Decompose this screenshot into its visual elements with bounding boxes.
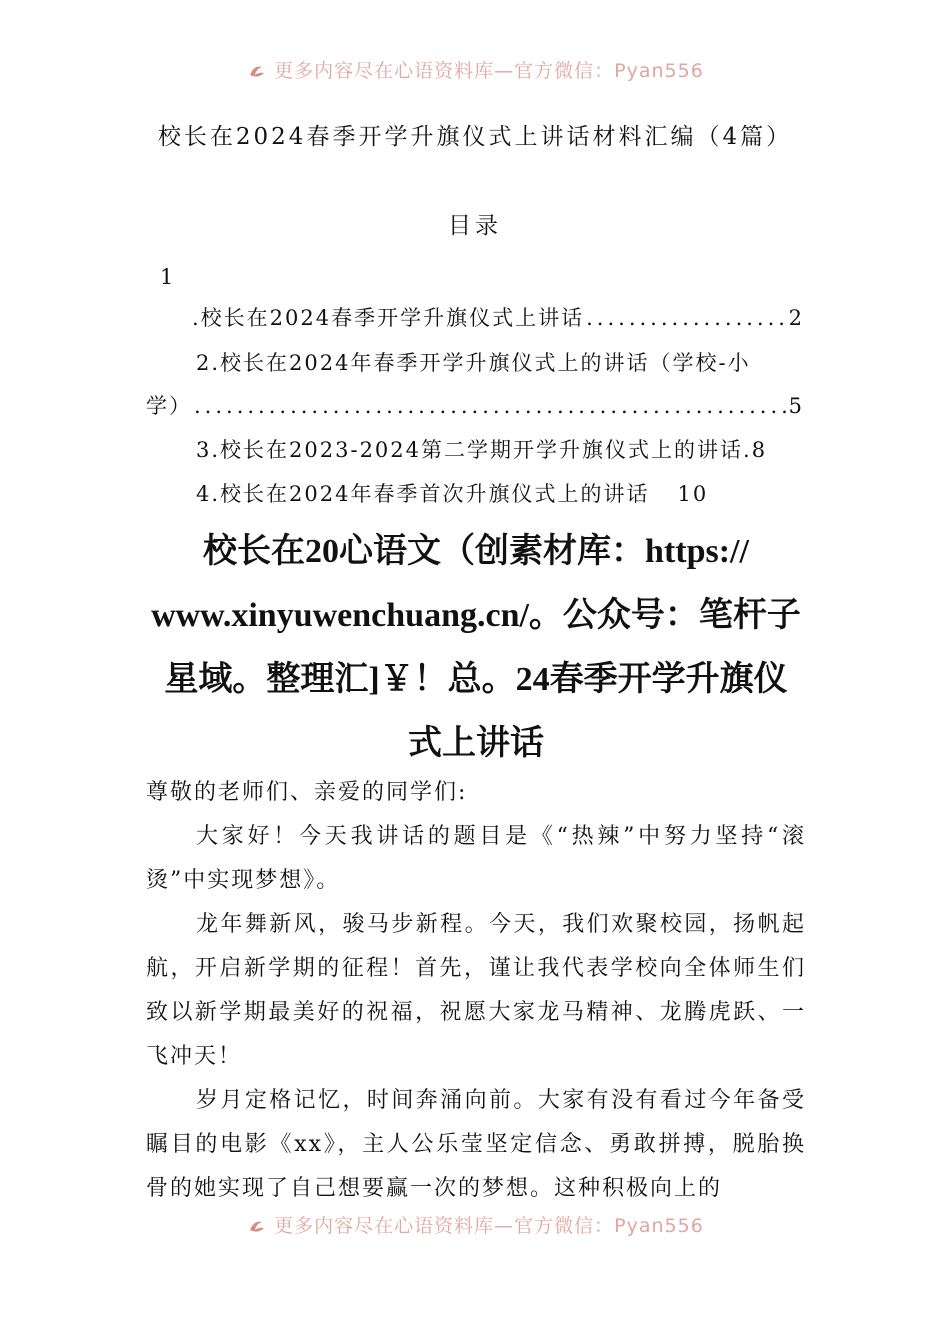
logo-icon (246, 61, 268, 83)
toc-entry-page: 5 (788, 394, 804, 418)
toc-entry-3[interactable] (196, 434, 804, 464)
toc-entry-number: 1 (160, 265, 174, 289)
toc-entry-label: 学） (146, 394, 192, 418)
toc-entry-label: 4.校长在2024年春季首次升旗仪式上的讲话 (196, 482, 650, 506)
section-heading-line: 星域。整理汇]￥！总。24春季开学升旗仪 (164, 661, 788, 698)
toc-entry-label: 3.校长在2023-2024第二学期开学升旗仪式上的讲话 (196, 438, 744, 462)
toc-entry-2[interactable] (196, 347, 804, 377)
speech-body (146, 771, 806, 1211)
toc-entry-4[interactable] (196, 478, 804, 508)
greeting: 尊敬的老师们、亲爱的同学们: (146, 780, 468, 805)
toc-entry-1[interactable] (192, 302, 804, 332)
section-heading (146, 520, 806, 776)
toc-entry-page: .8 (743, 438, 768, 462)
watermark-text: 更多内容尽在心语资料库—官方微信：Pyan556 (274, 1215, 704, 1237)
section-heading-line: 式上讲话 (408, 725, 544, 762)
paragraph: 岁月定格记忆，时间奔涌向前。大家有没有看过今年备受瞩目的电影《xx》，主人公乐莹坚定信念、勇敢拼搏，脱胎换骨的她实现了自己想要赢一次的梦想。这种积极向上的 (146, 1088, 806, 1201)
toc-entry-page: 10 (677, 482, 709, 506)
watermark-text: 更多内容尽在心语资料库—官方微信：Pyan556 (274, 60, 704, 82)
logo-icon (246, 1216, 268, 1238)
watermark-header (0, 56, 950, 83)
document-title: 校长在2024春季开学升旗仪式上讲话材料汇编（4篇） (157, 124, 793, 150)
toc-leader-dots (586, 306, 787, 330)
toc-entry-label: 2.校长在2024年春季开学升旗仪式上的讲话（学校-小 (196, 351, 751, 375)
toc-leader-dots (194, 394, 787, 418)
paragraph: 大家好！今天我讲话的题目是《“热辣”中努力坚持“滚烫”中实现梦想》。 (146, 824, 806, 893)
watermark-footer (0, 1211, 950, 1238)
toc-entry-label: .校长在2024春季开学升旗仪式上讲话 (192, 306, 585, 330)
section-heading-line: www.xinyuwenchuang.cn/。公众号：笔杆子 (151, 597, 801, 634)
toc-heading: 目录 (448, 213, 502, 239)
toc-entry-page: 2 (788, 306, 804, 330)
toc-entry-2-continued[interactable] (146, 390, 804, 420)
section-heading-line: 校长在20心语文（创素材库：https:// (203, 533, 749, 570)
paragraph: 龙年舞新风，骏马步新程。今天，我们欢聚校园，扬帆起航，开启新学期的征程！首先，谨让我代表学校向全体师生们致以新学期最美好的祝福，祝愿大家龙马精神、龙腾虎跃、一飞冲天！ (146, 912, 806, 1069)
